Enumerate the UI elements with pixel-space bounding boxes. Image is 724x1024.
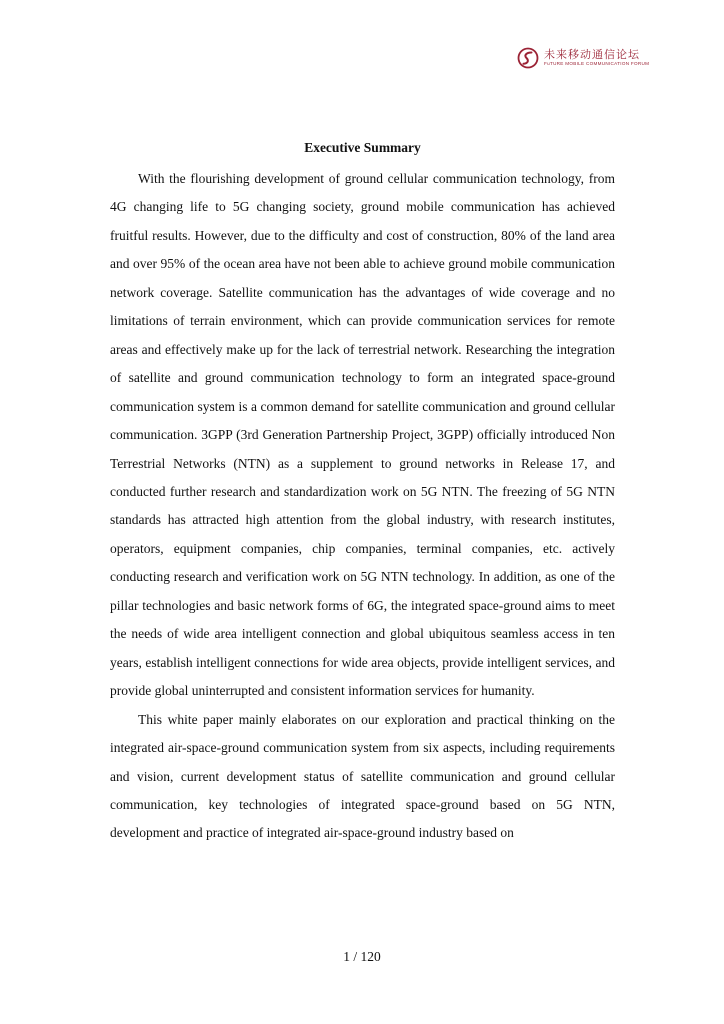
document-body [110, 137, 615, 848]
header-logo [517, 47, 649, 69]
page-title: Executive Summary [304, 140, 421, 155]
page-number: 1 / 120 [343, 949, 381, 964]
paragraph-1: With the flourishing development of ground cellular communication technology, from 4G changing life to 5G changing society, ground mobile communication has achieved fruitful results. However, due to the difficulty and cost of construction, 80% of the land area and over 95% of the ocean area have not been able to achieve ground mobile communication network coverage. Satellite communication has the advantages of wide coverage and no limitations of terrain environment, which can provide communication services for remote areas and effectively make up for the lack of terrestrial network. Researching the integration of satellite and ground communication technology to form an integrated space-ground communication system is a common demand for satellite communication and ground cellular communication. 3GPP (3rd Generation Partnership Project, 3GPP) officially introduced Non Terrestrial Networks (NTN) as a supplement to ground networks in Release 17, and conducted further research and standardization work on 5G NTN. The freezing of 5G NTN standards has attracted high attention from the global industry, with research institutes, operators, equipment companies, chip companies, terminal companies, etc. actively conducting research and verification work on 5G NTN technology. In addition, as one of the pillar technologies and basic network forms of 6G, the integrated space-ground aims to meet the needs of wide area intelligent connection and global ubiquitous seamless access in ten years, establish intelligent connections for wide area objects, provide intelligent services, and provide global uninterrupted and consistent information services for humanity. [110, 171, 615, 699]
logo-english-name: FuTURE MOBILE COMMUNICATION FORUM [544, 61, 650, 67]
paragraph-2: This white paper mainly elaborates on our exploration and practical thinking on the integrated air-space-ground communication system from six aspects, including requirements and vision, current development status of satellite communication and ground cellular communication, key technologies of integrated space-ground based on 5G NTN, development and practice of integrated air-space-ground industry based on [110, 711, 615, 841]
forum-logo-icon [517, 47, 539, 69]
logo-text [544, 49, 649, 67]
logo-chinese-name: 未来移动通信论坛 [544, 48, 640, 62]
